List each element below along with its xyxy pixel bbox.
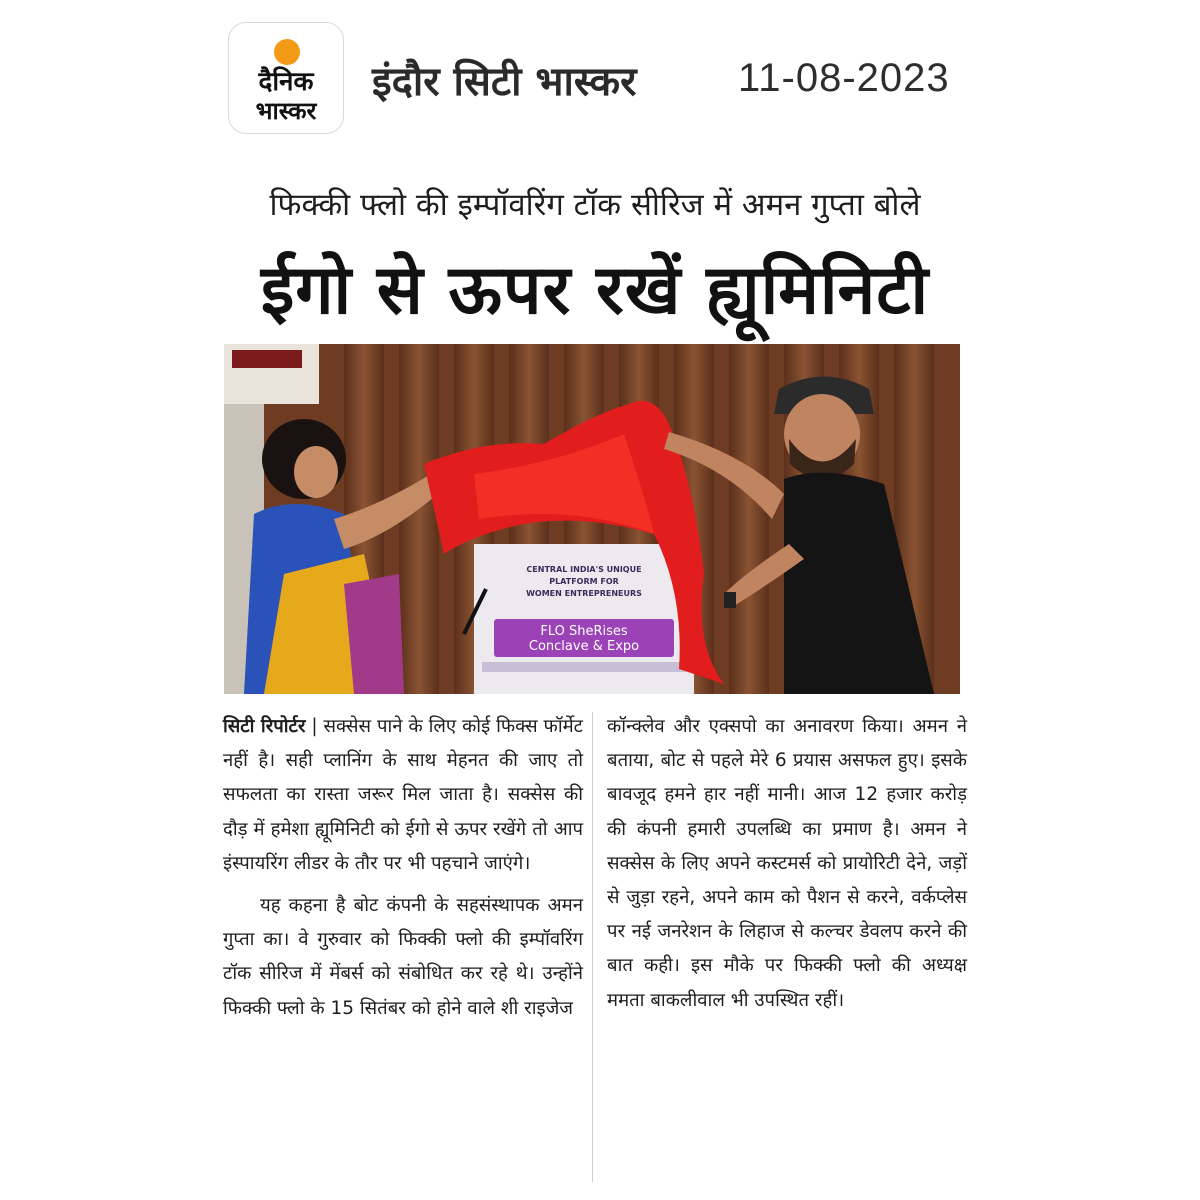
logo-line-2: भास्कर bbox=[255, 97, 317, 125]
article-column-1: सिटी रिपोर्टर | सक्सेस पाने के लिए कोई फिक्स फॉर्मेट नहीं है। सही प्लानिंग के साथ मेहनत की जाए तो सफलता का रास्ता जरूर मिल जाता है। सक्सेस की दौड़ में हमेशा ह्यूमिनिटी को ईगो से ऊपर रखेंगे तो आप इंस्पायरिंग लीडर के तौर पर भी पहचाने जाएंगे। यह कहना है बोट कंपनी के सहसंस्थापक अमन गुप्ता का। वे गुरुवार को फिक्की फ्लो की इम्पॉवरिंग टॉक सीरिज में मेंबर्स को संबोधित कर रहे थे। उन्होंने फिक्की फ्लो के 15 सितंबर को होने वाले शी राइजेज bbox=[223, 710, 583, 1026]
banner-line-3: WOMEN ENTREPRENEURS bbox=[526, 589, 642, 598]
news-photo bbox=[224, 344, 960, 694]
banner-title-1: FLO SheRises bbox=[540, 624, 628, 639]
article-para-3: कॉन्क्लेव और एक्सपो का अनावरण किया। अमन ने बताया, बोट से पहले मेरे 6 प्रयास असफल हुए। इसके बावजूद हमने हार नहीं मानी। आज 12 हजार करोड़ की कंपनी हमारी उपलब्धि का प्रमाण है। अमन ने सक्सेस के लिए अपने कस्टमर्स को प्रायोरिटी देने, जड़ों से जुड़ा रहने, अपने काम को पैशन से करने, वर्कप्लेस पर नई जनरेशन के लिहाज से कल्चर डेवलप करने की बात कही। इस मौके पर फिक्की फ्लो की अध्यक्ष ममता बाकलीवाल भी उपस्थित रहीं। bbox=[607, 716, 967, 1011]
article-para-2: यह कहना है बोट कंपनी के सहसंस्थापक अमन गुप्ता का। वे गुरुवार को फिक्की फ्लो की इम्पॉवरिंग टॉक सीरिज में मेंबर्स को संबोधित कर रहे थे। उन्होंने फिक्की फ्लो के 15 सितंबर को होने वाले शी राइजेज bbox=[223, 895, 583, 1019]
banner-title-2: Conclave & Expo bbox=[528, 639, 640, 654]
column-divider bbox=[592, 712, 593, 1182]
article-para-1: सक्सेस पाने के लिए कोई फिक्स फॉर्मेट नहीं है। सही प्लानिंग के साथ मेहनत की जाए तो सफलता का रास्ता जरूर मिल जाता है। सक्सेस की दौड़ में हमेशा ह्यूमिनिटी को ईगो से ऊपर रखेंगे तो आप इंस्पायरिंग लीडर के तौर पर भी पहचाने जाएंगे। bbox=[223, 716, 583, 874]
edition-name: इंदौर सिटी भास्कर bbox=[372, 59, 637, 105]
banner-line-2: PLATFORM FOR bbox=[549, 577, 619, 586]
main-headline: ईगो से ऊपर रखें ह्यूमिनिटी bbox=[260, 251, 930, 330]
edition-date: 11-08-2023 bbox=[738, 56, 950, 100]
newspaper-logo bbox=[228, 22, 344, 134]
banner-line-1: CENTRAL INDIA'S UNIQUE bbox=[526, 565, 642, 574]
sun-icon bbox=[274, 39, 300, 65]
byline: सिटी रिपोर्टर bbox=[223, 716, 306, 737]
article-column-2 bbox=[607, 710, 967, 1018]
kicker-headline: फिक्की फ्लो की इम्पॉवरिंग टॉक सीरिज में अमन गुप्ता बोले bbox=[269, 187, 921, 223]
lectern bbox=[464, 544, 694, 694]
logo-line-1: दैनिक bbox=[258, 67, 314, 97]
